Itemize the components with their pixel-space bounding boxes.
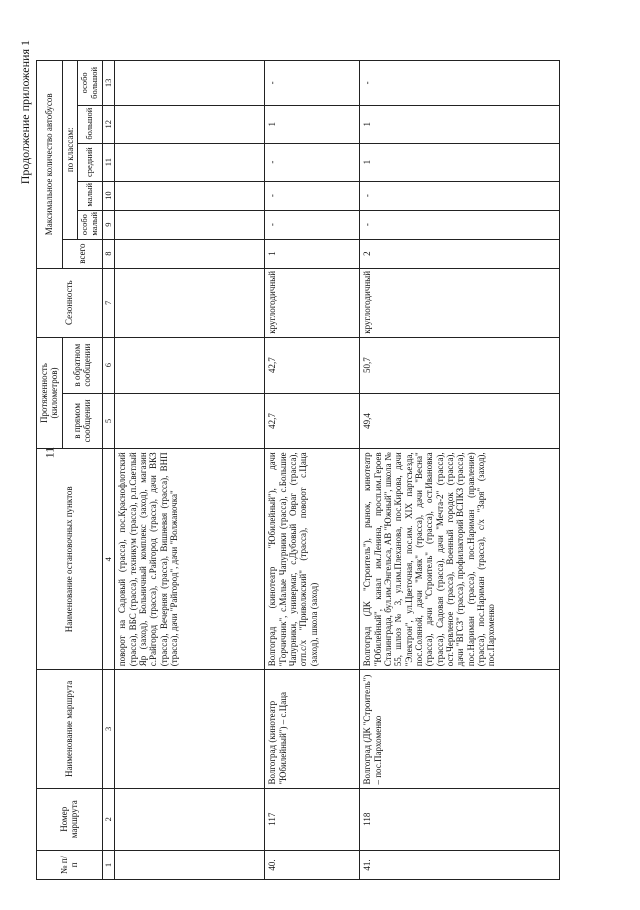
header-length-forward: в прямом сообщении xyxy=(62,393,102,449)
cell-small: - xyxy=(265,181,360,210)
cell-large: 1 xyxy=(360,105,560,143)
cell-route-name: Волгоград (кинотеатр "Юбилейный") – с.Цаца xyxy=(265,670,360,788)
col-index: 3 xyxy=(102,670,115,788)
header-route-number: Номер маршрута xyxy=(37,788,103,850)
header-small: малый xyxy=(78,181,103,210)
cell-route-name: Волгоград (ДК "Строитель") – пос.Пархоменко xyxy=(360,670,560,788)
col-index: 13 xyxy=(102,61,115,106)
cell-route-name xyxy=(115,670,265,788)
cell-stops: поворот на Садовый (трасса), пос.Краснофлотский (трасса), ВБС (трасса), техникум (трасса), р.п.Светлый Яр (заход), Больничный комплекс (заход), магазин с.Райгород (трасса), с.Райгород (трасса), дачи ВКЗ (трасса), Вечерняя (трасса), Вишневая (трасса), ВНП (трасса), дачи "Райгород", дачи "Волжаночка" xyxy=(115,449,265,670)
cell-route-number: 118 xyxy=(360,788,560,850)
header-num: № п/п xyxy=(37,851,103,880)
appendix-heading: Продолжение приложения 1 xyxy=(18,40,32,185)
header-row-1 xyxy=(37,61,63,880)
col-index: 1 xyxy=(102,851,115,880)
cell-route-number xyxy=(115,788,265,850)
page-number: 11 xyxy=(42,446,57,459)
col-index: 5 xyxy=(102,393,115,449)
cell-length-forward: 42,7 xyxy=(265,393,360,449)
table-row xyxy=(265,61,360,880)
cell-num: 41. xyxy=(360,851,560,880)
header-medium: средний xyxy=(78,143,103,181)
cell-very-small: - xyxy=(360,210,560,239)
col-index: 8 xyxy=(102,239,115,268)
header-length-back: в обратном сообщении xyxy=(62,337,102,393)
cell-large: 1 xyxy=(265,105,360,143)
cell-season: круглогодичный xyxy=(265,268,360,337)
col-index: 9 xyxy=(102,210,115,239)
cell-very-small: - xyxy=(265,210,360,239)
col-index: 10 xyxy=(102,181,115,210)
header-large: большой xyxy=(78,105,103,143)
cell-total: 1 xyxy=(265,239,360,268)
cell-season: круглогодичный xyxy=(360,268,560,337)
header-very-large: особо большой xyxy=(78,61,103,106)
col-index: 11 xyxy=(102,143,115,181)
cell-season xyxy=(115,268,265,337)
table-row xyxy=(115,61,265,880)
col-index: 2 xyxy=(102,788,115,850)
header-stops: Наименование остановочных пунктов xyxy=(37,449,103,670)
header-route-name: Наименование маршрута xyxy=(37,670,103,788)
col-index: 4 xyxy=(102,449,115,670)
cell-num xyxy=(115,851,265,880)
cell-large xyxy=(115,105,265,143)
cell-total: 2 xyxy=(360,239,560,268)
cell-length-back: 42,7 xyxy=(265,337,360,393)
cell-medium: 1 xyxy=(360,143,560,181)
cell-medium xyxy=(115,143,265,181)
header-length: Протяженность (километров) xyxy=(37,337,63,449)
cell-very-large: - xyxy=(265,61,360,106)
cell-route-number: 117 xyxy=(265,788,360,850)
table-row xyxy=(360,61,560,880)
header-very-small: особо малый xyxy=(78,210,103,239)
routes-table xyxy=(36,60,560,880)
header-by-class: по классам: xyxy=(62,61,77,240)
cell-very-large: - xyxy=(360,61,560,106)
cell-medium: - xyxy=(265,143,360,181)
cell-stops: Волгоград (ДК "Строитель"), рынок, кинотеатр "Юбилейный", канал им.Ленина, просп.им.Героев Сталинграда, бул.им.Энгельса, АВ "Южный", школа № 55, шлюз № 3, ул.им.Плеханова, пос.Кирова, дачи "Электрон", ул.Цветочная, пос.им. XIX партсъезда, пос.Соляной, дачи "Маяк" (трасса), дачи "Весна" (трасса), дачи "Строитель" (трасса), ост.Ивановка (трасса), Садовая (трасса), дачи "Мечта-2" (трасса), ост.Червленое (трасса), Военный городок (трасса), дачи "ВГСЗ" (трасса), профилакторий ВСПКЗ (трасса), пос.Нариман (трасса), пос.Нариман (правление) (трасса), пос.Нариман (трасса), с/х "Заря" (заход), пос.Пархоменко xyxy=(360,449,560,670)
cell-length-forward: 49,4 xyxy=(360,393,560,449)
header-season: Сезонность xyxy=(37,268,103,337)
column-index-row xyxy=(102,61,115,880)
cell-stops: Волгоград (кинотеатр "Юбилейный"), дачи "Горчичник", с.Малые Чапурники (трасса), с.Большие Чапурники, универмаг, с.Дубовый Овраг (трасса), отп.с/х "Приволжский" (трасса), поворот с.Цаца (заход), школа (заход) xyxy=(265,449,360,670)
cell-very-small xyxy=(115,210,265,239)
cell-length-forward xyxy=(115,393,265,449)
cell-small xyxy=(115,181,265,210)
header-total: всего xyxy=(62,239,102,268)
col-index: 7 xyxy=(102,268,115,337)
col-index: 6 xyxy=(102,337,115,393)
header-max-buses: Максимальное количество автобусов xyxy=(37,61,63,269)
col-index: 12 xyxy=(102,105,115,143)
cell-total xyxy=(115,239,265,268)
cell-length-back: 50,7 xyxy=(360,337,560,393)
cell-very-large xyxy=(115,61,265,106)
cell-num: 40. xyxy=(265,851,360,880)
cell-small: - xyxy=(360,181,560,210)
cell-length-back xyxy=(115,337,265,393)
